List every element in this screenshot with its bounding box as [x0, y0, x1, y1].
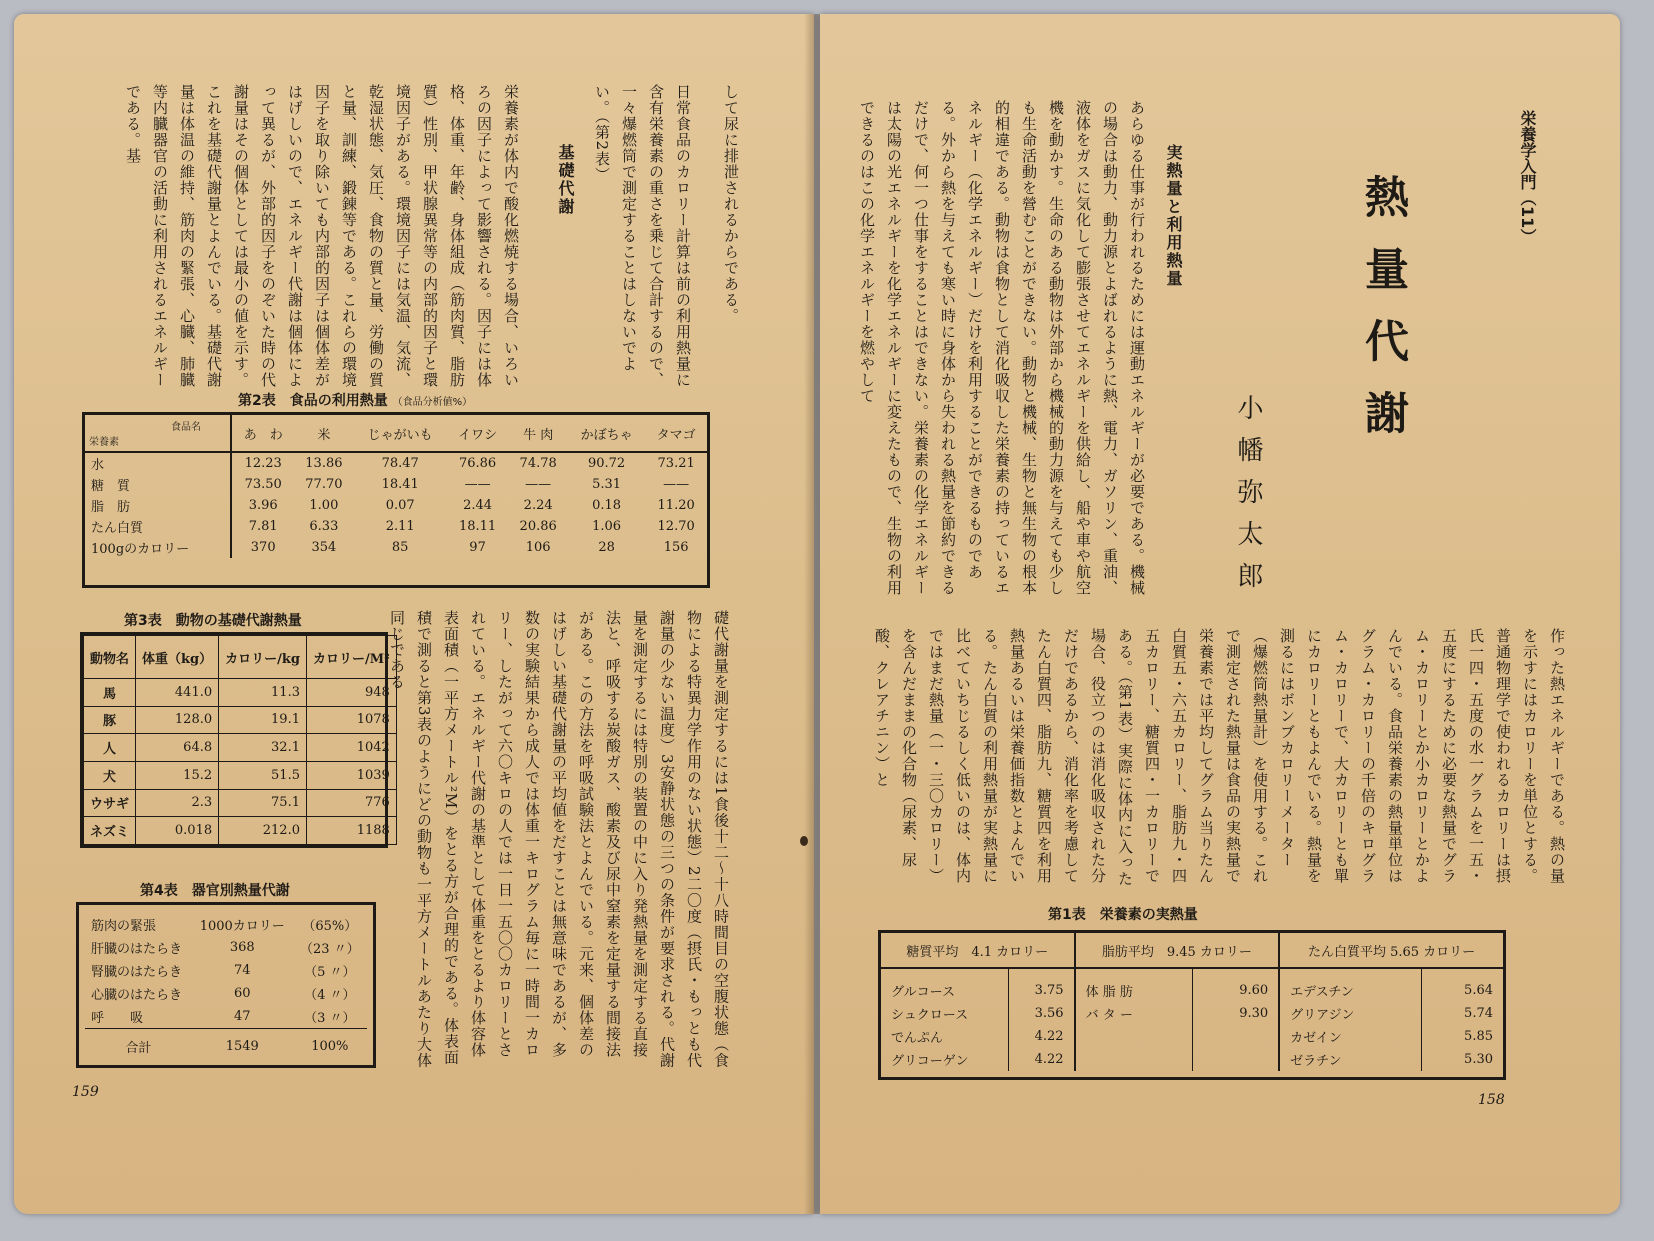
table3-cell: 776 — [306, 789, 396, 817]
page-number-right: 158 — [1478, 1092, 1505, 1108]
table4-total-cell: 1549 — [192, 1029, 293, 1059]
table4-cell: （4 〃） — [304, 988, 356, 1003]
table2-cell: —— — [525, 477, 552, 492]
staple-hole-1 — [800, 836, 808, 846]
table1-item-value — [1193, 1025, 1280, 1048]
table3-cell: 人 — [84, 734, 136, 762]
table3-row — [84, 679, 397, 707]
table2-cell: 2.44 — [463, 498, 493, 513]
table3-cell: 32.1 — [219, 734, 307, 762]
table2-cell: 18.11 — [458, 519, 497, 534]
table1-item-name: カゼイン — [1279, 1025, 1421, 1048]
table1-item-value: 9.60 — [1193, 968, 1280, 1002]
table3-cell: 1042 — [306, 734, 396, 762]
table4-cell: 筋肉の緊張 — [91, 919, 157, 934]
table2-row — [85, 537, 707, 558]
table1-item-name: ゼラチン — [1279, 1048, 1421, 1071]
table2-col-header: かぼちゃ — [568, 415, 645, 452]
table3-col-header: カロリー/M² — [306, 636, 396, 679]
table2-col-header: イワシ — [447, 415, 509, 452]
table1-item-name: 体 脂 肪 — [1075, 968, 1193, 1002]
table1-item-value — [1193, 1048, 1280, 1071]
table1-row — [881, 1002, 1503, 1025]
table1-item-name: エデスチン — [1279, 968, 1421, 1002]
table3-cell: 1188 — [306, 817, 396, 845]
table3-cell: ウサギ — [84, 789, 136, 817]
table2-cell: 12.23 — [244, 456, 282, 471]
table2-cell: 20.86 — [519, 519, 557, 534]
table2-cell: 73.50 — [244, 477, 282, 492]
table3-row — [84, 706, 397, 734]
table2-cell: 2.11 — [385, 519, 415, 534]
table1-header-row — [881, 933, 1503, 968]
heading-kiso-taisha: 基礎代謝 — [556, 144, 575, 216]
table2-cell: 28 — [598, 540, 615, 555]
table2-row-label: 脂 肪 — [85, 495, 231, 516]
left-column-intro: して尿に排泄されるからである。 — [722, 84, 740, 324]
table2-col-header: 米 — [294, 415, 354, 452]
table3-row — [84, 817, 397, 845]
table2-col-header: じゃがいも — [354, 415, 447, 452]
table1-item-value: 5.64 — [1421, 968, 1503, 1002]
table4-row — [85, 959, 367, 982]
right-column-bottom: 作った熱エネルギーである。熱の量を示すにはカロリーを単位とする。普通物理学で使われるカロリーは摂氏一四・五度の水一グラムを一五・五度にするために必要な熱量でグラム・カロリーとか小カロリーとかよんでいる。食品栄養素の熱量単位はグラム・カロリーの千倍のキログラム・カロリーで、大カロリーとも單にカロリーともよんでいる。熱量を測るにはボンブカロリーメーター（爆燃筒熱量計）を使用する。これで測定された熱量は食品の実熱量で栄養素では平均してグラム当りたん白質五・六五カロリー、脂肪九・四五カロリー、糖質四・一カロリーである。（第1表）実際に体内に入った場合、役立つのは消化吸収された分だけであるから、消化率を考慮してたん白質四、脂肪九、糖質四を利用熱量あるいは栄養価指数とよんでいる。たん白質の利用熱量が実熱量に比べていちじるしく低いのは、体内ではまだ熱量（一・三〇カロリー）を含んだままの化合物（尿素、尿酸、クレアチニン）と — [873, 628, 1566, 888]
table2-col-header: タマゴ — [645, 415, 707, 452]
series-label: 栄養学入門（11） — [1518, 110, 1537, 245]
table3-cell: 2.3 — [136, 789, 219, 817]
table1-item-value: 5.85 — [1421, 1025, 1503, 1048]
table3-cell: 馬 — [84, 679, 136, 707]
table3-cell: 15.2 — [136, 761, 219, 789]
table4-cell: （23 〃） — [299, 942, 360, 957]
book-spread — [14, 14, 1620, 1226]
table3-cell: 948 — [306, 679, 396, 707]
table2-cell: 11.20 — [657, 498, 695, 513]
table2-cell: 74.78 — [519, 456, 557, 471]
table4-cell: 心臓のはたらき — [91, 988, 183, 1003]
table2-cell: 5.31 — [592, 477, 622, 492]
table1-item-value: 9.30 — [1193, 1002, 1280, 1025]
table2-cell: 370 — [250, 540, 276, 555]
table2-row-label: たん白質 — [85, 516, 231, 537]
table2-cell: 1.06 — [592, 519, 622, 534]
table3-caption: 第3表 動物の基礎代謝熱量 — [124, 613, 302, 629]
table3-col-header: 動物名 — [84, 636, 136, 679]
table2-col-header: 牛 肉 — [508, 415, 568, 452]
table1-row — [881, 1048, 1503, 1071]
table3-cell: 19.1 — [219, 706, 307, 734]
table2-cell: 78.47 — [381, 456, 419, 471]
table3-cell: 豚 — [84, 706, 136, 734]
table2-cell: 6.33 — [309, 519, 339, 534]
table1-item-value: 3.56 — [1009, 1002, 1075, 1025]
table4-cell: 腎臓のはたらき — [91, 965, 183, 980]
table1-group-header: 糖質平均 4.1 カロリー — [881, 933, 1075, 968]
table2-row — [85, 516, 707, 537]
table1-item-name: シュクロース — [891, 1008, 969, 1023]
table1-item-value: 4.22 — [1009, 1025, 1075, 1048]
table1-item-name: グルコース — [891, 985, 955, 1000]
right-page — [820, 14, 1620, 1214]
left-page — [14, 14, 814, 1214]
table2-cell: 13.86 — [305, 456, 343, 471]
table1-item-name: バ タ ー — [1075, 1002, 1193, 1025]
table1-nutrient-calories — [878, 930, 1506, 1080]
table3-cell: 51.5 — [219, 761, 307, 789]
table2-row — [85, 452, 707, 474]
table2-cell: 3.96 — [248, 498, 278, 513]
table3-cell: 11.3 — [219, 679, 307, 707]
table2-cell: —— — [464, 477, 491, 492]
table3-col-header: カロリー/kg — [219, 636, 307, 679]
table4-cell: 呼 吸 — [91, 1011, 144, 1026]
table4-organ-metabolism — [76, 902, 376, 1068]
table1-row — [881, 968, 1503, 1002]
table3-cell: 441.0 — [136, 679, 219, 707]
table3-cell: 64.8 — [136, 734, 219, 762]
table1-group-header: 脂肪平均 9.45 カロリー — [1075, 933, 1280, 968]
table4-total-row — [85, 1029, 367, 1059]
table4-cell: 368 — [229, 940, 255, 955]
table1-item-name: グリコーゲン — [891, 1054, 969, 1069]
table4-total-cell: 100% — [293, 1029, 367, 1059]
table2-row — [85, 474, 707, 495]
table1-item-name — [1075, 1048, 1193, 1071]
table4-cell: 74 — [233, 963, 251, 978]
table2-cell: 354 — [311, 540, 337, 555]
table4-row — [85, 936, 367, 959]
table1-item-value: 3.75 — [1009, 968, 1075, 1002]
page-number-left: 159 — [72, 1084, 99, 1100]
table2-row-label: 100gのカロリー — [85, 537, 231, 558]
table4-row — [85, 982, 367, 1005]
table1-item-value: 4.22 — [1009, 1048, 1075, 1071]
table3-cell: 1078 — [306, 706, 396, 734]
table2-row — [85, 495, 707, 516]
table3-cell: ネズミ — [84, 817, 136, 845]
table4-cell: 47 — [233, 1009, 251, 1024]
table2-cell: 76.86 — [458, 456, 497, 471]
table4-cell: 1000カロリー — [199, 919, 285, 934]
table2-cell: 90.72 — [587, 456, 626, 471]
table2-cell: 18.41 — [381, 477, 419, 492]
table2-row-label: 糖 質 — [85, 474, 231, 495]
table3-row — [84, 789, 397, 817]
table4-cell: （3 〃） — [304, 1011, 356, 1026]
table1-item-name — [1075, 1025, 1193, 1048]
table1-item-name: でんぷん — [891, 1031, 944, 1046]
table1-item-value: 5.30 — [1421, 1048, 1503, 1071]
table2-cell: 77.70 — [305, 477, 343, 492]
table2-cell: 156 — [663, 540, 689, 555]
table3-cell: 犬 — [84, 761, 136, 789]
article-title: 熱量代謝 — [1357, 174, 1408, 462]
table2-cell: 73.21 — [657, 456, 695, 471]
table2-cell: 0.18 — [592, 498, 622, 513]
table1-row — [881, 1025, 1503, 1048]
table3-cell: 75.1 — [219, 789, 307, 817]
table3-animal-basal — [80, 632, 388, 848]
table4-row — [85, 1005, 367, 1029]
table3-row — [84, 734, 397, 762]
table3-col-header: 体重（kg） — [136, 636, 219, 679]
table2-cell: 2.24 — [523, 498, 553, 513]
table1-item-name: グリアジン — [1279, 1002, 1421, 1025]
table4-cell: 60 — [233, 986, 251, 1001]
article-author: 小幡弥太郎 — [1233, 394, 1263, 604]
table4-total-cell: 合計 — [85, 1029, 192, 1059]
table2-corner: 食品名 栄養素 — [89, 422, 201, 448]
table3-cell: 212.0 — [219, 817, 307, 845]
table2-food-calories — [82, 412, 710, 588]
heading-jitsu-netsuryo: 実熱量と利用熱量 — [1164, 144, 1183, 288]
table1-caption: 第1表 栄養素の実熱量 — [1048, 907, 1198, 923]
table2-cell: 12.70 — [657, 519, 695, 534]
table2-cell: 0.07 — [385, 498, 415, 513]
table2-cell: 106 — [525, 540, 551, 555]
table1-group-header: たん白質平均 5.65 カロリー — [1279, 933, 1503, 968]
table2-cell: 85 — [391, 540, 409, 555]
right-column-top: あらゆる仕事が行われるためには運動エネルギーが必要である。機械の場合は動力、動力源とよばれるように熱、電力、ガソリン、重油、液体をガスに気化して膨張させてエネルギーを供給し、船や車や航空機を動かす。生命のある動物は外部から機械的動力源を与えても少しも生命活動を營むことができない。動物と機械、生物と無生物の根本的相違である。動物は食物として消化吸収した栄養素の持っているエネルギー（化学エネルギー）だけを利用することができるものである。外から熱を与えても寒い時に身体から失われる熱量を節約できるだけで、何一つ仕事をすることはできない。栄養素の化学エネルギーは太陽の光エネルギーを化学エネルギーに変えたもので、生物の利用できるのはこの化学エネルギーを燃やして — [858, 100, 1146, 596]
table2-row-label: 水 — [85, 452, 231, 474]
table4-caption: 第4表 器官別熱量代謝 — [140, 883, 290, 899]
table4-cell: （5 〃） — [304, 965, 356, 980]
table4-row — [85, 913, 367, 936]
table2-cell: —— — [663, 477, 690, 492]
table2-cell: 97 — [469, 540, 486, 555]
left-column-basal: 栄養素が体内で酸化燃焼する場合、いろいろの因子によって影響される。因子には体格、体重、年齢、身体組成（筋肉質、脂肪質）性別、甲状腺異常等の内部的因子と環境因子がある。環境因子には気温、気流、乾湿状態、気圧、食物の質と量、労働の質と量、訓練、鍛錬等である。これらの環境因子を取り除いても内部的因子は個体差がはげしいので、エネルギー代謝は個体によって異るが、外部的因子をのぞいた時の代謝量はその個体としては最小の値を示す。これを基礎代謝量とよんでいる。基礎代謝量は体温の維持、筋肉の緊張、心臓、肺臓等内臓器官の活動に利用されるエネルギーである。基 — [124, 84, 520, 388]
table3-cell: 0.018 — [136, 817, 219, 845]
table4-cell: （65%） — [302, 919, 358, 934]
left-column-bottom: 礎代謝量を測定するには1食後十二〜十八時間目の空腹状態（食物による特異力学作用のない状態）2二〇度（摂氏・もっとも代謝量の少ない温度）3安静状態の三つの条件が要求される。代謝量を測定するには特別の装置の中に入り発熱量を測定する直接法と、呼吸する炭酸ガス、酸素及び尿中窒素を定量する間接法がある。この方法を呼吸試験法とよんでいる。元来、個体差のはげしい基礎代謝量の平均値をだすことは無意味であるが、多数の実験結果から成人では体重一キログラム毎に一時間一カロリー、したがって六〇キロの人では一日一五〇〇カロリーとされている。エネルギー代謝の基準として体重をとるより体容体表面積（一平方メートル²M）をとる方が合理的である。体表面積で測ると第3表のようにどの動物も一平方メートルあたり大体同じである — [388, 610, 730, 1069]
table2-caption: 第2表 食品の利用熱量 （食品分析値%） — [238, 393, 473, 409]
table3-row — [84, 761, 397, 789]
table1-item-value: 5.74 — [1421, 1002, 1503, 1025]
table2-cell: 1.00 — [309, 498, 339, 513]
table3-cell: 128.0 — [136, 706, 219, 734]
table2-col-header: あ わ — [231, 415, 294, 452]
table4-cell: 肝臓のはたらき — [91, 942, 183, 957]
table2-cell: 7.81 — [248, 519, 278, 534]
left-column-calc: 日常食品のカロリー計算は前の利用熱量に含有栄養素の重さを乗じて合計するので、一々爆燃筒で測定することはしないでよい。（第2表） — [593, 84, 692, 388]
table3-cell: 1039 — [306, 761, 396, 789]
